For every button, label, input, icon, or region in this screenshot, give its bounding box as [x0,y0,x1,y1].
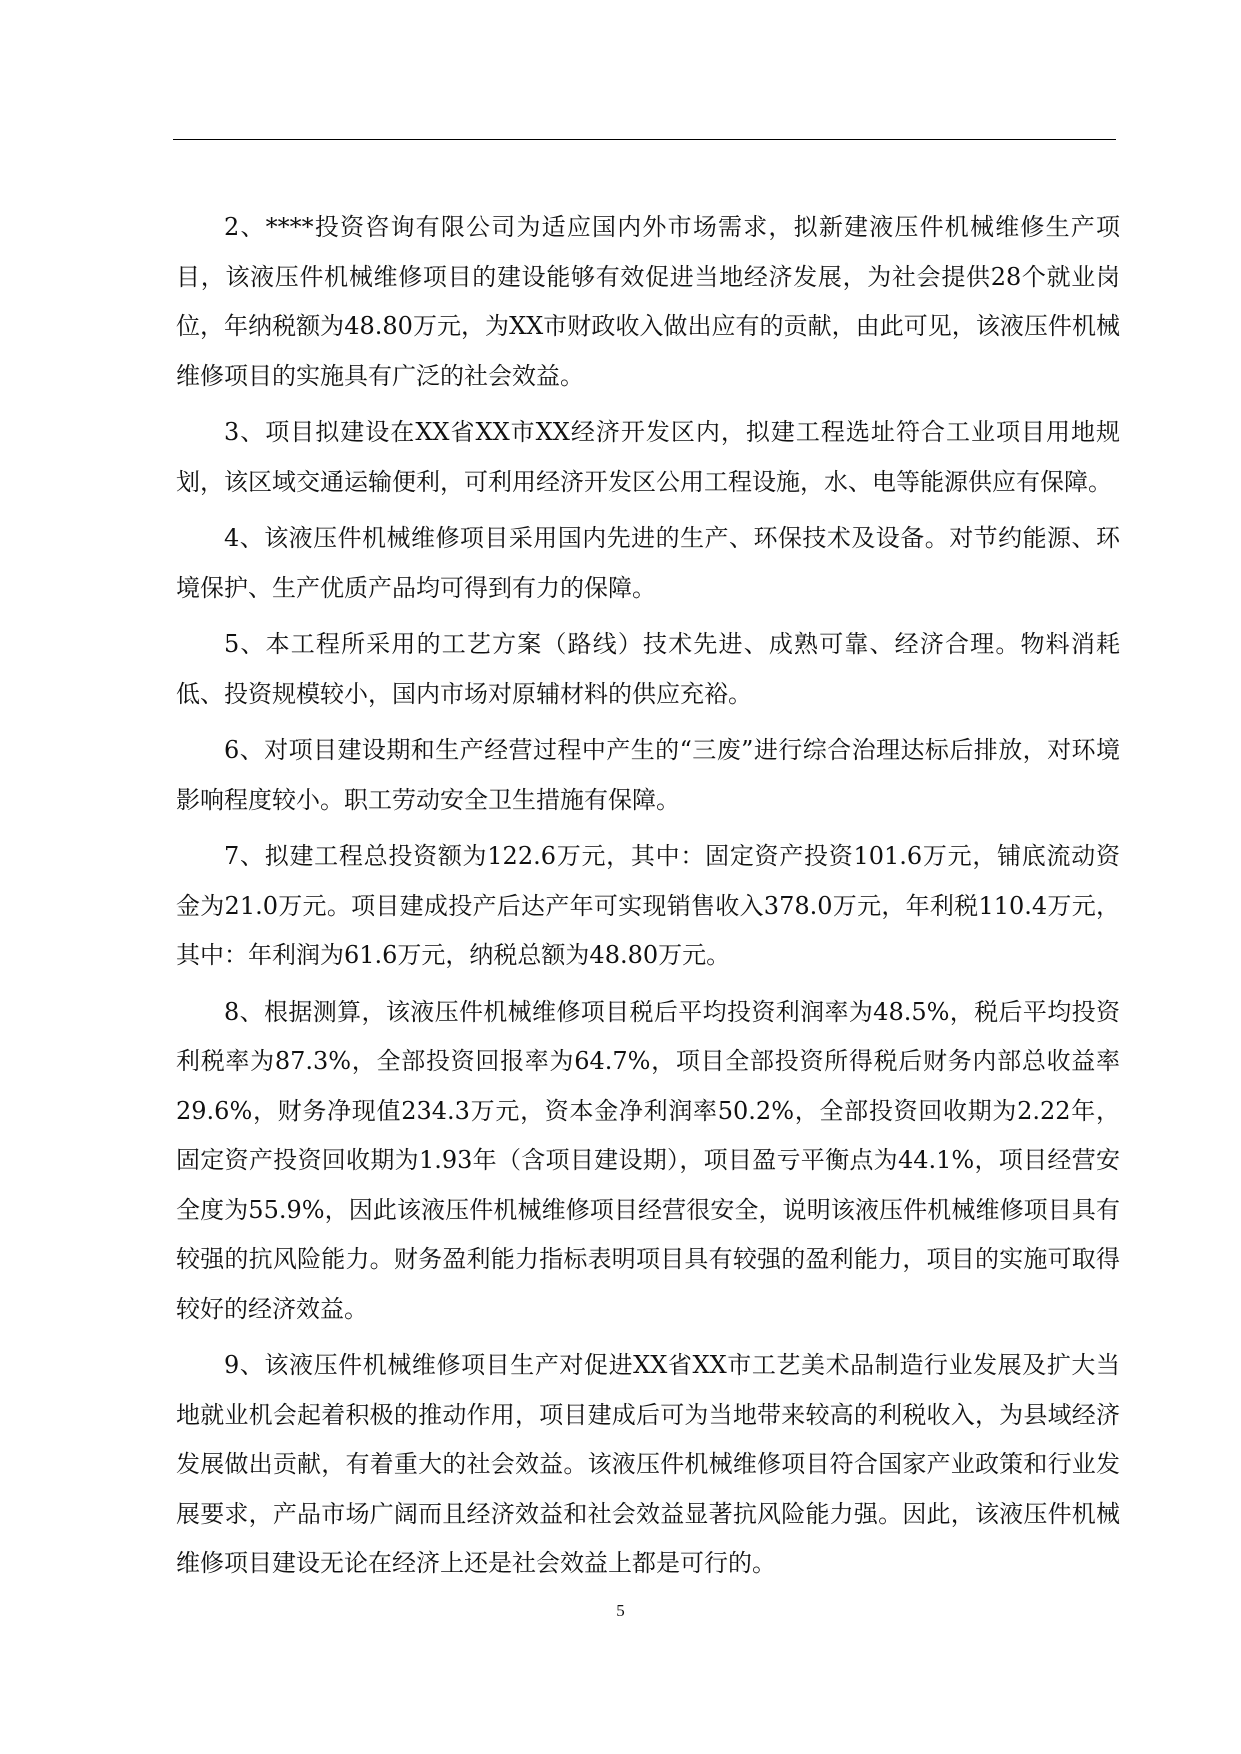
paragraph-9: 9、该液压件机械维修项目生产对促进XX省XX市工艺美术品制造行业发展及扩大当地就业机会起着积极的推动作用，项目建成后可为当地带来较高的利税收入，为县域经济发展做出贡献，有着重大的社会效益。该液压件机械维修项目符合国家产业政策和行业发展要求，产品市场广阔而且经济效益和社会效益显著抗风险能力强。因此，该液压件机械维修项目建设无论在经济上还是社会效益上都是可行的。 [176,1351,1120,1577]
header-rule [173,139,1116,140]
paragraph-5: 5、本工程所采用的工艺方案（路线）技术先进、成熟可靠、经济合理。物料消耗低、投资规模较小，国内市场对原辅材料的供应充裕。 [176,630,1120,708]
paragraph-8: 8、根据测算，该液压件机械维修项目税后平均投资利润率为48.5%，税后平均投资利税率为87.3%，全部投资回报率为64.7%，项目全部投资所得税后财务内部总收益率29.6%，财务净现值234.3万元，资本金净利润率50.2%，全部投资回收期为2.22年，固定资产投资回收期为1.93年（含项目建设期），项目盈亏平衡点为44.1%，项目经营安全度为55.9%，因此该液压件机械维修项目经营很安全，说明该液压件机械维修项目具有较强的抗风险能力。财务盈利能力指标表明项目具有较强的盈利能力，项目的实施可取得较好的经济效益。 [176,997,1120,1323]
paragraph-7: 7、拟建工程总投资额为122.6万元，其中：固定资产投资101.6万元，铺底流动资金为21.0万元。项目建成投产后达产年可实现销售收入378.0万元，年利税110.4万元，其中：年利润为61.6万元，纳税总额为48.80万元。 [176,842,1120,969]
paragraph-6: 6、对项目建设期和生产经营过程中产生的“三废”进行综合治理达标后排放，对环境影响程度较小。职工劳动安全卫生措施有保障。 [176,736,1120,814]
paragraph-4: 4、该液压件机械维修项目采用国内先进的生产、环保技术及设备。对节约能源、环境保护、生产优质产品均可得到有力的保障。 [176,524,1120,602]
body-text [176,203,1120,1596]
paragraph-2: 2、****投资咨询有限公司为适应国内外市场需求，拟新建液压件机械维修生产项目，该液压件机械维修项目的建设能够有效促进当地经济发展，为社会提供28个就业岗位，年纳税额为48.80万元，为XX市财政收入做出应有的贡献，由此可见，该液压件机械维修项目的实施具有广泛的社会效益。 [176,213,1120,390]
page-number: 5 [616,1601,625,1620]
paragraph-3: 3、项目拟建设在XX省XX市XX经济开发区内，拟建工程选址符合工业项目用地规划，该区域交通运输便利，可利用经济开发区公用工程设施，水、电等能源供应有保障。 [176,418,1120,496]
